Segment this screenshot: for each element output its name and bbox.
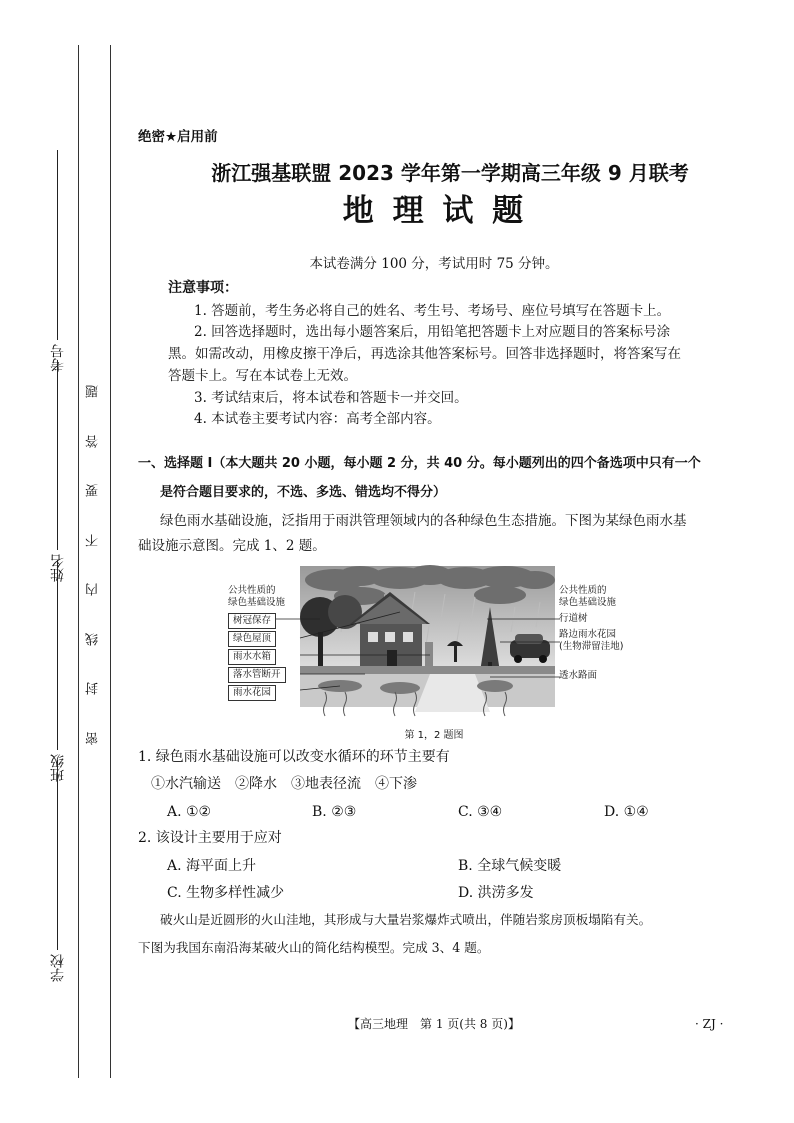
seal-char: 不 [86, 533, 101, 547]
confidential-mark: 绝密★启用前 [138, 129, 218, 145]
q1-option-b[interactable]: B. ②③ [312, 804, 357, 820]
class-label: 班级 [50, 754, 66, 782]
label-green-roof: 绿色屋顶 [228, 631, 276, 647]
footer-code: · ZJ · [695, 1017, 724, 1031]
passage-2-line-2: 下图为我国东南沿海某破火山的简化结构模型。完成 3、4 题。 [138, 940, 490, 955]
seal-char: 要 [86, 484, 101, 498]
label-canopy: 树冠保存 [228, 613, 276, 629]
seal-char: 封 [86, 682, 101, 696]
notice-heading: 注意事项： [168, 280, 238, 296]
school-label: 学校 [50, 954, 66, 982]
q2-stem: 2. 该设计主要用于应对 [138, 830, 282, 846]
q2-option-b[interactable]: B. 全球气候变暖 [458, 858, 562, 874]
exam-no-label: 考号 [50, 344, 66, 372]
section-heading-cont: 是符合题目要求的，不选、多选、错选均不得分） [160, 485, 447, 500]
name-field[interactable] [48, 360, 68, 582]
class-field[interactable] [48, 560, 68, 782]
label-downspout: 落水管断开 [228, 667, 286, 683]
section-heading: 一、选择题 Ⅰ（本大题共 20 小题，每小题 2 分，共 40 分。每小题列出的四个备选项中只有一个 [138, 456, 701, 471]
subject-title: 地 理 试 题 [342, 193, 528, 229]
notice-item-2-cont: 黑。如需改动，用橡皮擦干净后，再选涂其他答案标号。回答非选择题时，将答案写在 [168, 346, 681, 362]
q2-option-c[interactable]: C. 生物多样性减少 [167, 885, 285, 901]
passage-2-line-1: 破火山是近圆形的火山洼地，其形成与大量岩浆爆炸式喷出，伴随岩浆房顶板塌陷有关。 [160, 912, 652, 927]
label-bioretention: (生物滞留洼地) [559, 641, 624, 652]
seal-char: 答 [86, 434, 101, 448]
label-rain-tank: 雨水水箱 [228, 649, 276, 665]
q1-stem: 1. 绿色雨水基础设施可以改变水循环的环节主要有 [138, 749, 450, 765]
right-title-2: 绿色基础设施 [559, 597, 617, 608]
q1-option-c[interactable]: C. ③④ [458, 804, 503, 820]
seal-char: 内 [86, 583, 101, 597]
left-title-2: 绿色基础设施 [228, 597, 286, 608]
name-label: 姓名 [50, 554, 66, 582]
label-permeable-pavement: 透水路面 [559, 670, 598, 681]
left-title-1: 公共性质的 [228, 585, 276, 596]
seal-line-text [84, 385, 103, 745]
seal-char: 密 [86, 732, 101, 745]
exam-info: 本试卷满分 100 分，考试用时 75 分钟。 [309, 256, 559, 272]
label-rain-garden: 雨水花园 [228, 685, 276, 701]
label-street-tree: 行道树 [559, 613, 588, 624]
notice-item-2: 2. 回答选择题时，选出每小题答案后，用铅笔把答题卡上对应题目的答案标号涂 [194, 324, 671, 340]
q1-option-d[interactable]: D. ①④ [604, 804, 649, 820]
notice-item-3: 3. 考试结束后，将本试卷和答题卡一并交回。 [194, 390, 468, 406]
q1-option-a[interactable]: A. ①② [167, 804, 212, 820]
seal-char: 线 [86, 632, 101, 646]
green-infrastructure-figure [225, 562, 630, 722]
right-title-1: 公共性质的 [559, 585, 607, 596]
label-roadside-garden: 路边雨水花园 [559, 629, 617, 640]
page-footer: 【高三地理 第 1 页(共 8 页)】 [348, 1017, 520, 1031]
q2-option-d[interactable]: D. 洪涝多发 [458, 885, 534, 901]
school-field[interactable] [48, 760, 68, 982]
passage-1-line-1: 绿色雨水基础设施，泛指用于雨洪管理领域内的各种绿色生态措施。下图为某绿色雨水基 [160, 513, 687, 529]
notice-item-1: 1. 答题前，考生务必将自己的姓名、考生号、考场号、座位号填写在答题卡上。 [194, 303, 671, 319]
notice-item-2-end: 答题卡上。写在本试卷上无效。 [168, 368, 357, 384]
figure-caption: 第 1，2 题图 [404, 730, 464, 741]
exam-title: 浙江强基联盟 2023 学年第一学期高三年级 9 月联考 [211, 161, 689, 185]
seal-char: 题 [86, 385, 101, 399]
passage-1-line-2: 础设施示意图。完成 1、2 题。 [138, 538, 326, 554]
q2-option-a[interactable]: A. 海平面上升 [167, 858, 257, 874]
notice-item-4: 4. 本试卷主要考试内容：高考全部内容。 [194, 411, 441, 427]
q1-items: ①水汽输送 ②降水 ③地表径流 ④下渗 [151, 776, 417, 792]
